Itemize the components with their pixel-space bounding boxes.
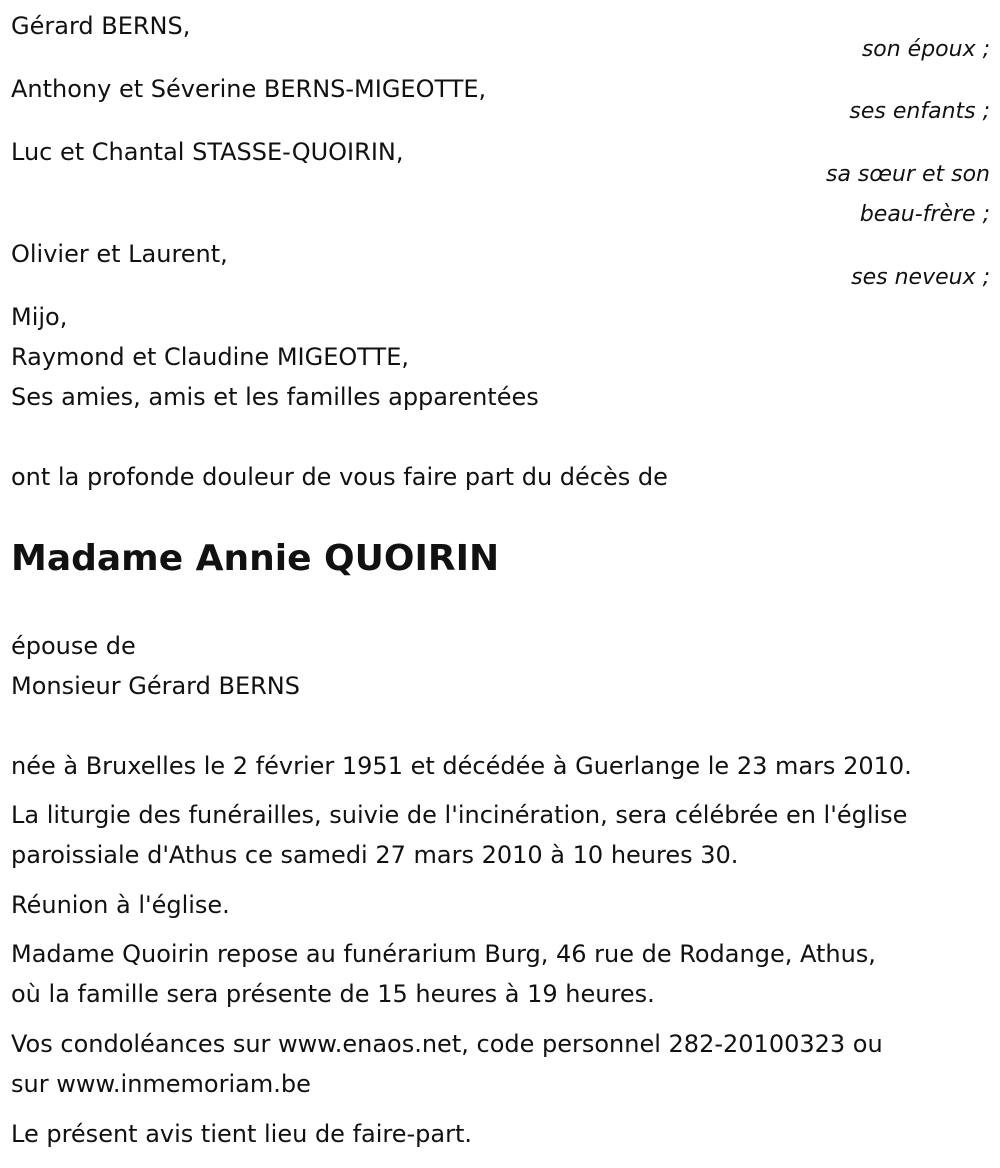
family-names-spouse: Gérard BERNS,: [11, 12, 191, 40]
liturgy-line-2: paroissiale d'Athus ce samedi 27 mars 2010 à 10 heures 30.: [11, 841, 739, 869]
closing-text: Le présent avis tient lieu de faire-part.: [11, 1120, 473, 1148]
deceased-name: Madame Annie QUOIRIN: [11, 538, 500, 579]
relation-children: ses enfants ;: [849, 99, 990, 124]
spouse-line-2: Monsieur Gérard BERNS: [11, 672, 300, 700]
family-names-nephews: Olivier et Laurent,: [11, 240, 228, 268]
family-names-mijo: Mijo,: [11, 303, 68, 331]
relation-nephews: ses neveux ;: [851, 265, 990, 290]
birth-death-text: née à Bruxelles le 2 février 1951 et décédée à Guerlange le 23 mars 2010.: [11, 752, 912, 780]
family-names-children: Anthony et Séverine BERNS-MIGEOTTE,: [11, 75, 487, 103]
relation-spouse: son époux ;: [861, 37, 990, 62]
funeral-home-line-2: où la famille sera présente de 15 heures à 19 heures.: [11, 980, 655, 1008]
spouse-line-1: épouse de: [11, 632, 136, 660]
funeral-home-line-1: Madame Quoirin repose au funérarium Burg, 46 rue de Rodange, Athus,: [11, 940, 876, 968]
condolences-line-1: Vos condoléances sur www.enaos.net, code personnel 282-20100323 ou: [11, 1030, 883, 1058]
family-names-sister: Luc et Chantal STASSE-QUOIRIN,: [11, 138, 404, 166]
condolences-line-2: sur www.inmemoriam.be: [11, 1070, 311, 1098]
announcement-text: ont la profonde douleur de vous faire part du décès de: [11, 463, 668, 491]
liturgy-line-1: La liturgie des funérailles, suivie de l'incinération, sera célébrée en l'église: [11, 801, 908, 829]
family-names-migeotte: Raymond et Claudine MIGEOTTE,: [11, 343, 409, 371]
relation-sister-line1: sa sœur et son: [825, 162, 990, 187]
meeting-text: Réunion à l'église.: [11, 891, 230, 919]
family-names-others: Ses amies, amis et les familles apparentées: [11, 383, 539, 411]
relation-sister-line2: beau-frère ;: [859, 202, 990, 227]
